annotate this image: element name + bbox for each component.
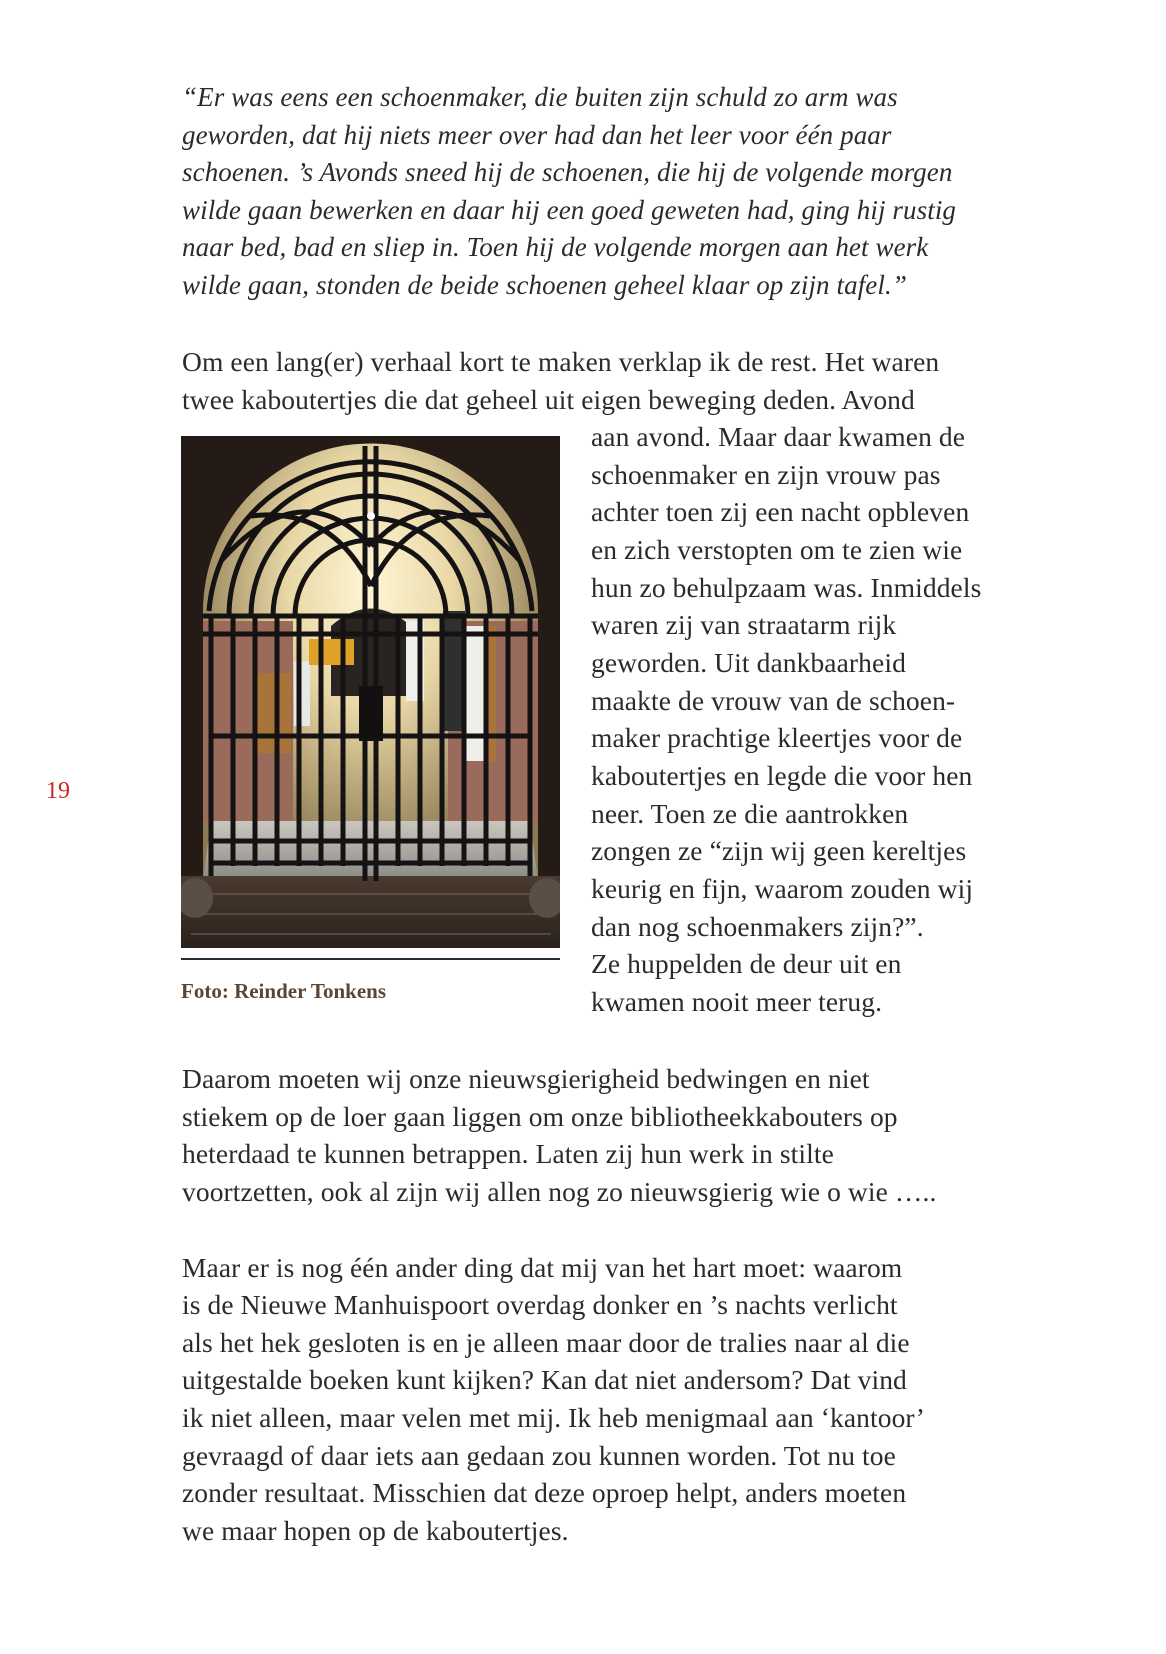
- paragraph-line: voortzetten, ook al zijn wij allen nog zo nieuwsgierig wie o wie …..: [182, 1176, 937, 1207]
- paragraph-line: maker prachtige kleertjes voor de: [591, 722, 963, 753]
- paragraph-line: neer. Toen ze die aantrokken: [591, 798, 909, 829]
- paragraph-line: schoenmaker en zijn vrouw pas: [591, 459, 941, 490]
- page-number: 19: [46, 778, 70, 804]
- paragraph-line: hun zo behulpzaam was. Inmiddels: [591, 572, 982, 603]
- quote-line: naar bed, bad en sliep in. Toen hij de volgende morgen aan het werk: [182, 232, 929, 262]
- paragraph-line: kwamen nooit meer terug.: [591, 986, 883, 1017]
- paragraph-line: uitgestalde boeken kunt kijken? Kan dat niet andersom? Dat vind: [182, 1364, 907, 1395]
- paragraph-line: Ze huppelden de deur uit en: [591, 948, 902, 979]
- paragraph-line: Om een lang(er) verhaal kort te maken verklap ik de rest. Het waren: [182, 346, 940, 377]
- paragraph-line: Daarom moeten wij onze nieuwsgierigheid bedwingen en niet: [182, 1063, 870, 1094]
- paragraph-line: geworden. Uit dankbaarheid: [591, 647, 906, 678]
- photo-caption: Foto: Reinder Tonkens: [181, 979, 386, 1003]
- paragraph-line: stiekem op de loer gaan liggen om onze bibliotheekkabouters op: [182, 1101, 898, 1132]
- gate-photo-image: [181, 436, 560, 948]
- paragraph-line: kaboutertjes en legde die voor hen: [591, 760, 973, 791]
- paragraph-line: zongen ze “zijn wij geen kereltjes: [591, 835, 967, 866]
- gate-photo: [181, 436, 560, 948]
- paragraph-line: maakte de vrouw van de schoen-: [591, 685, 956, 716]
- quote-line: wilde gaan, stonden de beide schoenen geheel klaar op zijn tafel.”: [182, 270, 907, 300]
- paragraph-line: aan avond. Maar daar kwamen de: [591, 421, 966, 452]
- paragraph-line: en zich verstopten om te zien wie: [591, 534, 963, 565]
- paragraph-line: dan nog schoenmakers zijn?”.: [591, 911, 924, 942]
- paragraph-line: twee kaboutertjes die dat geheel uit eigen beweging deden. Avond: [182, 384, 915, 415]
- paragraph-line: heterdaad te kunnen betrappen. Laten zij hun werk in stilte: [182, 1138, 834, 1169]
- quote-line: wilde gaan bewerken en daar hij een goed geweten had, ging hij rustig: [182, 195, 957, 225]
- quote-line: “Er was eens een schoenmaker, die buiten zijn schuld zo arm was: [182, 82, 898, 112]
- paragraph-line: als het hek gesloten is en je alleen maar door de tralies naar al die: [182, 1327, 910, 1358]
- caption-rule: [181, 958, 560, 960]
- paragraph-line: zonder resultaat. Misschien dat deze oproep helpt, anders moeten: [182, 1477, 907, 1508]
- paragraph-line: gevraagd of daar iets aan gedaan zou kunnen worden. Tot nu toe: [182, 1440, 896, 1471]
- paragraph-line: waren zij van straatarm rijk: [591, 609, 897, 640]
- quote-line: geworden, dat hij niets meer over had dan het leer voor één paar: [182, 120, 892, 150]
- paragraph-line: we maar hopen op de kaboutertjes.: [182, 1515, 569, 1546]
- paragraph-line: ik niet alleen, maar velen met mij. Ik heb menigmaal aan ‘kantoor’: [182, 1402, 925, 1433]
- paragraph-line: achter toen zij een nacht opbleven: [591, 496, 970, 527]
- quote-line: schoenen. ’s Avonds sneed hij de schoenen, die hij de volgende morgen: [182, 157, 953, 187]
- paragraph-line: Maar er is nog één ander ding dat mij van het hart moet: waarom: [182, 1252, 903, 1283]
- paragraph-line: is de Nieuwe Manhuispoort overdag donker en ’s nachts verlicht: [182, 1289, 898, 1320]
- paragraph-line: keurig en fijn, waarom zouden wij: [591, 873, 974, 904]
